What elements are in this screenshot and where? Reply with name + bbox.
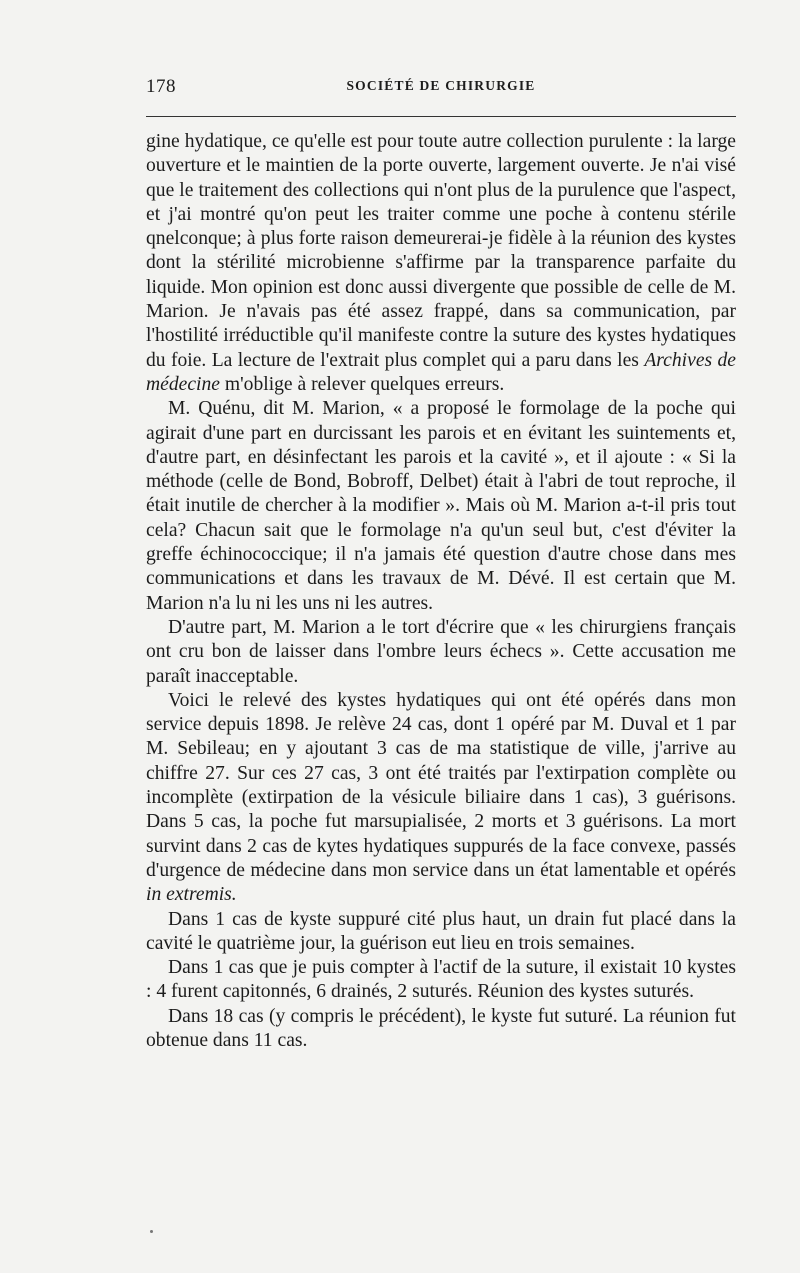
paragraph-2-text: M. Quénu, dit M. Marion, « a proposé le formolage de la poche qui agirait d'une part en durcissant les parois et en évitant les suintements et, d'autre part, en désinfectant les parois et la cavité », et il ajoute : « Si la méthode (celle de Bond, Bobroff, Delbet) était à l'abri de tout reproche, il était inutile de chercher à la modifier ». Mais où M. Marion a-t-il pris tout cela? Chacun sait que le formolage n'a qu'un seul but, c'est d'éviter la greffe échinococcique; il n'a jamais été question d'autre chose dans mes communications et dans les travaux de M. Dévé. Il est certain que M. Marion n'a lu ni les uns ni les autres.: [146, 398, 736, 614]
paragraph-3: [146, 616, 736, 689]
paragraph-1: [146, 130, 736, 397]
paragraph-2: [146, 397, 736, 616]
paragraph-4-text: Voici le relevé des kystes hydatiques qui ont été opérés dans mon service depuis 1898. Je relève 24 cas, dont 1 opéré par M. Duval et 1 par M. Sebileau; en y ajoutant 3 cas de ma statistique de ville, j'arrive au chiffre 27. Sur ces 27 cas, 3 ont été traités par l'extirpation complète ou incomplète (extirpation de la vésicule biliaire dans 1 cas), 3 guérisons. Dans 5 cas, la poche fut marsupialisée, 2 morts et 3 guérisons. La mort survint dans 2 cas de kytes hydatiques suppurés de la face convexe, passés d'urgence de médecine dans mon service dans un état lamentable et opérés: [146, 689, 736, 881]
paragraph-7-text: Dans 18 cas (y compris le précédent), le kyste fut suturé. La réunion fut obtenue dans 11 cas.: [146, 1005, 736, 1051]
body-text: [146, 130, 736, 1053]
paragraph-6: [146, 956, 736, 1005]
paragraph-1-tail: m'oblige à relever quelques erreurs.: [219, 373, 505, 395]
paragraph-6-text: Dans 1 cas que je puis compter à l'actif de la suture, il existait 10 kystes : 4 furent capitonnés, 6 drainés, 2 suturés. Réunion des kystes suturés.: [146, 957, 736, 1003]
header-rule: [146, 116, 736, 117]
latin-phrase: in extremis.: [146, 884, 237, 906]
running-head: [146, 74, 736, 104]
paragraph-5: [146, 908, 736, 957]
paper-speck: [150, 1230, 153, 1233]
header-title: SOCIÉTÉ DE CHIRURGIE: [346, 78, 536, 93]
paragraph-1-text: gine hydatique, ce qu'elle est pour toute autre collection purulente : la large ouverture et le maintien de la porte ouverte, largement ouverte. Je n'ai visé que le traitement des collections qui n'ont plus de la purulence que l'aspect, et j'ai montré qu'on peut les traiter comme une poche à contenu stérile qnelconque; à plus forte raison demeurerai-je fidèle à la réunion des kystes dont la stérilité microbienne s'affirme par la transparence parfaite du liquide. Mon opinion est donc aussi divergente que possible de celle de M. Marion. Je n'avais pas été assez frappé, dans sa communication, par l'hostilité irréductible qu'il manifeste contre la suture des kystes hydatiques du foie. La lecture de l'extrait plus complet qui a paru dans les: [146, 131, 736, 371]
paragraph-5-text: Dans 1 cas de kyste suppuré cité plus haut, un drain fut placé dans la cavité le quatrième jour, la guérison eut lieu en trois semaines.: [146, 908, 736, 954]
paragraph-4: [146, 689, 736, 908]
paragraph-3-text: D'autre part, M. Marion a le tort d'écrire que « les chirurgiens français ont cru bon de laisser dans l'ombre leurs échecs ». Cette accusation me paraît inacceptable.: [146, 616, 736, 687]
journal-title: Archives de médecine: [146, 349, 737, 395]
page-number: 178: [146, 76, 176, 97]
paragraph-7: [146, 1005, 736, 1054]
